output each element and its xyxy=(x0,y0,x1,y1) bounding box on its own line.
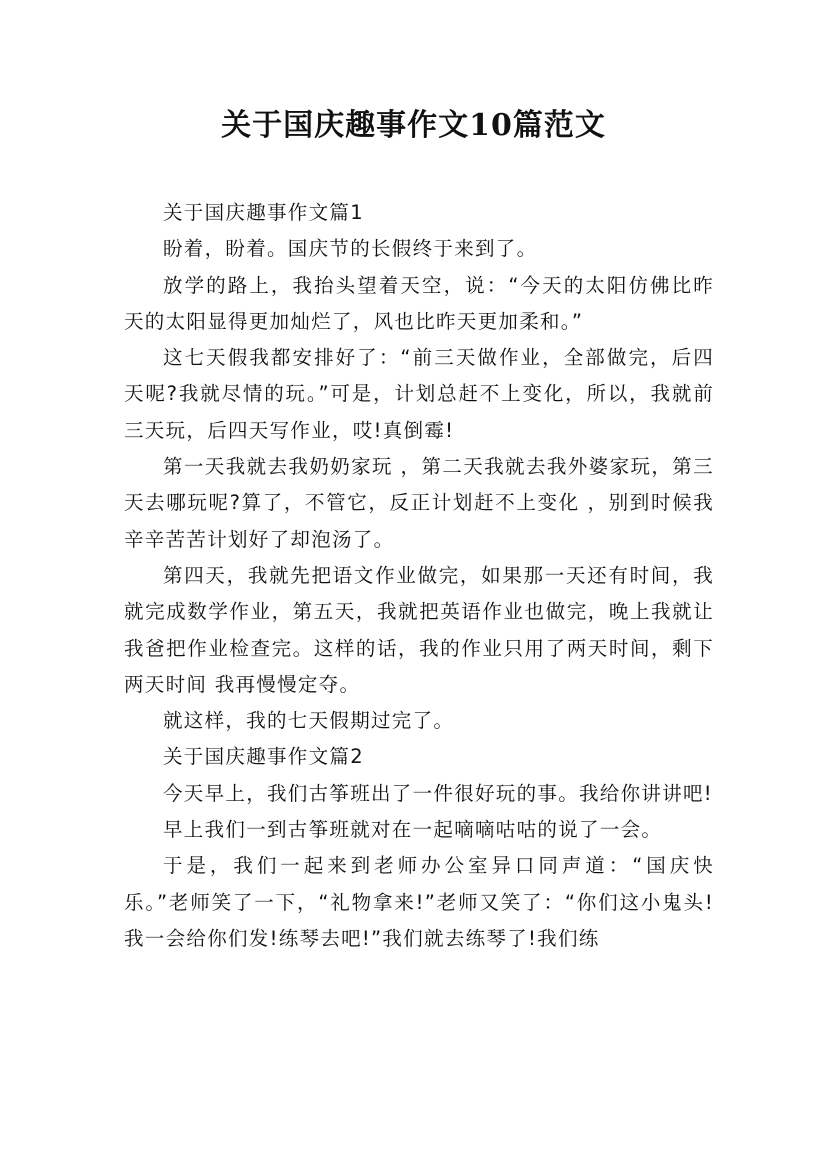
document-body xyxy=(124,195,714,957)
paragraph: 于是，我们一起来到老师办公室异口同声道：“国庆快乐。”老师笑了一下，“礼物拿来!”老师又笑了：“你们这小鬼头!我一会给你们发!练琴去吧!”我们就去练琴了!我们练 xyxy=(124,854,714,950)
document-title: 关于国庆趣事作文10篇范文 xyxy=(221,108,606,143)
paragraph: 这七天假我都安排好了：“前三天做作业，全部做完，后四天呢?我就尽情的玩。”可是，计划总赶不上变化，所以，我就前三天玩，后四天写作业，哎!真倒霉! xyxy=(124,346,714,442)
paragraph: 第一天我就去我奶奶家玩 ，第二天我就去我外婆家玩，第三天去哪玩呢?算了，不管它，反正计划赶不上变化 ，别到时候我辛辛苦苦计划好了却泡汤了。 xyxy=(124,455,714,551)
section-heading-1: 关于国庆趣事作文篇1 xyxy=(163,201,364,224)
paragraph: 就这样，我的七天假期过完了。 xyxy=(163,709,455,733)
paragraph: 第四天，我就先把语文作业做完，如果那一天还有时间，我就完成数学作业，第五天，我就把英语作业也做完，晚上我就让我爸把作业检查完。这样的话，我的作业只用了两天时间，剩下两天时间 我再慢慢定夺。 xyxy=(124,563,714,696)
section-heading-2: 关于国庆趣事作文篇2 xyxy=(163,745,364,769)
paragraph: 放学的路上，我抬头望着天空，说：“今天的太阳仿佛比昨天的太阳显得更加灿烂了，风也比昨天更加柔和。” xyxy=(124,273,714,333)
paragraph: 今天早上，我们古筝班出了一件很好玩的事。我给你讲讲吧! xyxy=(163,781,713,805)
paragraph: 盼着，盼着。国庆节的长假终于来到了。 xyxy=(163,237,538,261)
paragraph: 早上我们一到古筝班就对在一起嘀嘀咕咕的说了一会。 xyxy=(163,818,663,842)
